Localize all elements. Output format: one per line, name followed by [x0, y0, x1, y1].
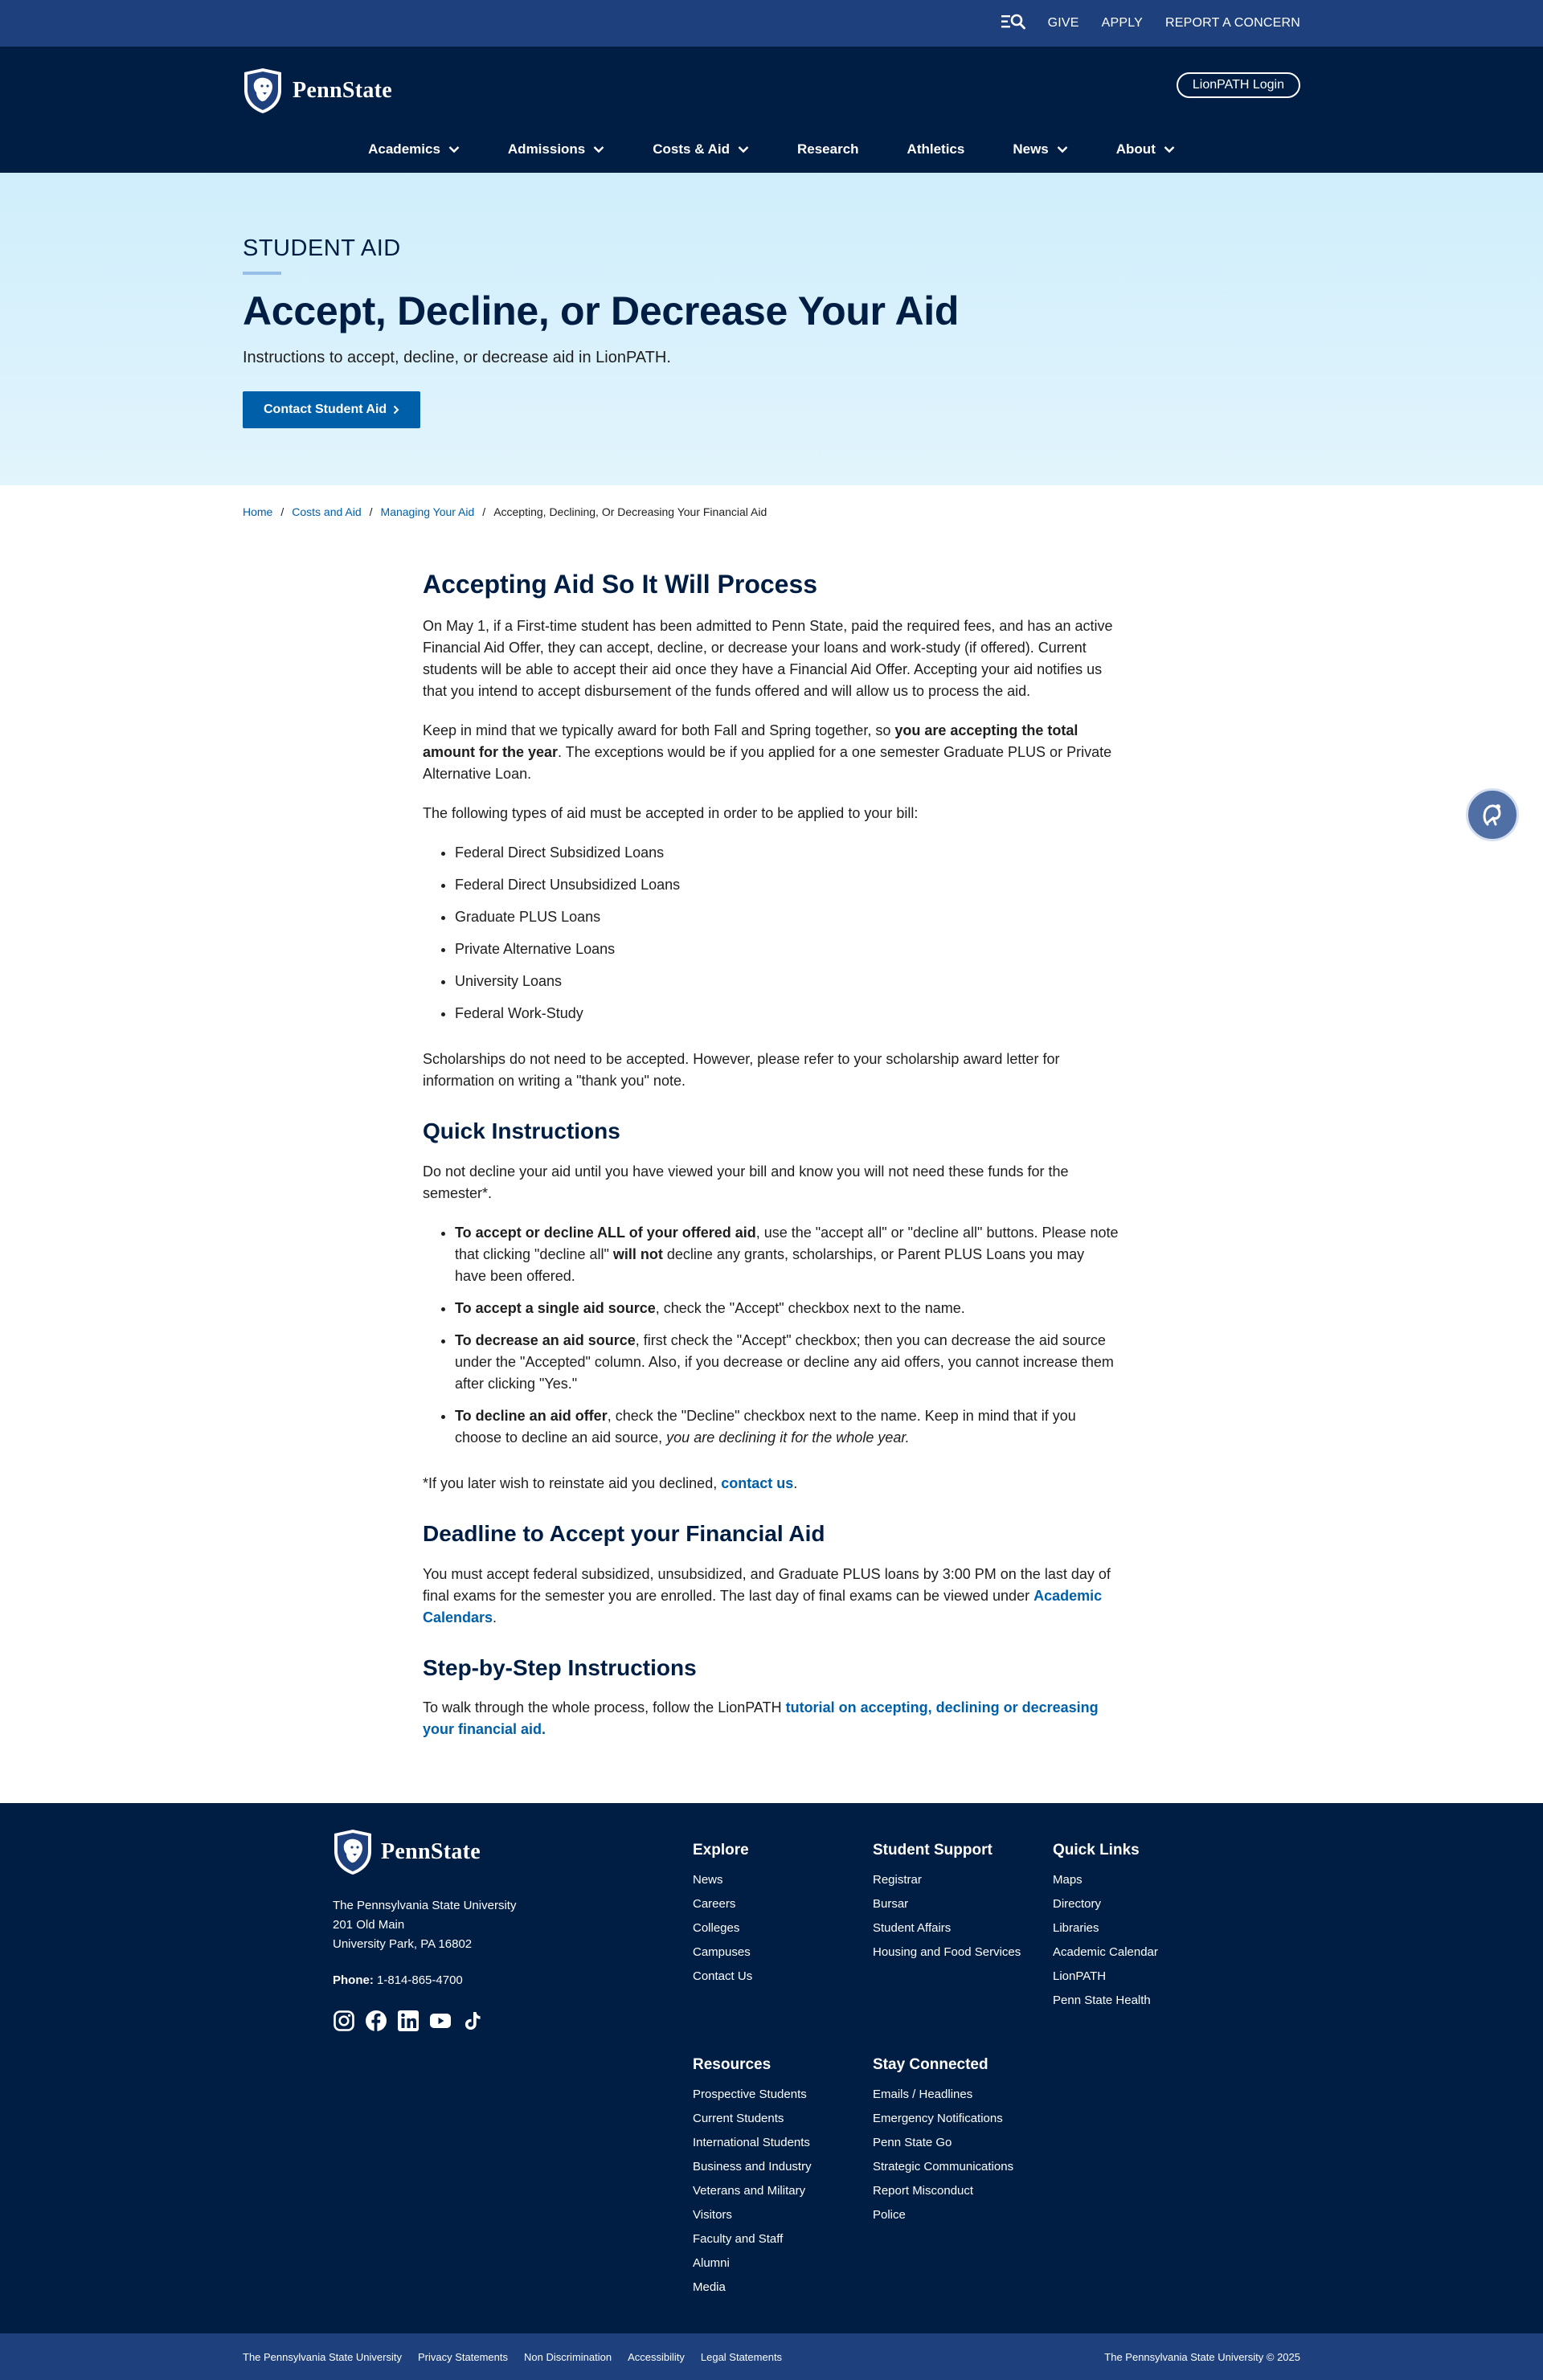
- youtube-icon[interactable]: [429, 2010, 452, 2032]
- logo-wordmark: PennState: [293, 78, 393, 103]
- footer-link[interactable]: Academic Calendar: [1053, 1945, 1158, 1960]
- list-item: • To decrease an aid source, first check the "Accept" checkbox; then you can decrease the aid source under the "Accepted" column. Also, if you decrease or decline any aid offers, you cannot increase them after clicking "Yes.": [455, 1330, 1119, 1395]
- nittany-lion-shield-icon: [333, 1829, 373, 1875]
- footer-link[interactable]: Campuses: [693, 1945, 751, 1960]
- nav-label: Athletics: [907, 141, 965, 157]
- footer-link[interactable]: International Students: [693, 2136, 810, 2150]
- nav-label: About: [1115, 141, 1156, 157]
- facebook-icon[interactable]: [365, 2010, 387, 2032]
- address-line: The Pennsylvania State University: [333, 1899, 517, 1913]
- footer-link[interactable]: Visitors: [693, 2208, 732, 2223]
- list-item: • Private Alternative Loans: [455, 939, 1119, 960]
- nav-label: Admissions: [507, 141, 586, 157]
- main-content: [423, 525, 1119, 1803]
- nav-label: Costs & Aid: [653, 141, 730, 157]
- footer-link[interactable]: Student Affairs: [873, 1921, 952, 1936]
- nav-athletics[interactable]: [883, 126, 989, 173]
- footer-link[interactable]: Faculty and Staff: [693, 2232, 784, 2247]
- footer-link[interactable]: Bursar: [873, 1897, 909, 1912]
- utility-bar: [0, 0, 1543, 47]
- footer-link[interactable]: Alumni: [693, 2256, 730, 2271]
- lionpath-login-button[interactable]: LionPATH Login: [1177, 72, 1300, 98]
- address-line: University Park, PA 16802: [333, 1937, 473, 1952]
- list-item: • Federal Work-Study: [455, 1003, 1119, 1024]
- footer-link[interactable]: Veterans and Military: [693, 2184, 806, 2198]
- footer-link[interactable]: Emails / Headlines: [873, 2088, 973, 2102]
- accessibility-icon: [1478, 800, 1507, 829]
- chevron-down-icon: [1057, 145, 1068, 153]
- section-heading-accepting: Accepting Aid So It Will Process: [423, 570, 818, 599]
- footer-column-quick-links: [1053, 1842, 1158, 2017]
- list-item: • To accept or decline ALL of your offered aid, use the "accept all" or "decline all" buttons. Please note that clicking "decline all" will not decline any grants, scholarships, or Parent PLUS Loans you may have been offered.: [455, 1222, 1119, 1287]
- legal-link-accessibility[interactable]: Accessibility: [628, 2350, 685, 2363]
- footer-link[interactable]: Registrar: [873, 1873, 922, 1887]
- contact-us-link[interactable]: contact us: [721, 1474, 794, 1491]
- address-line: 201 Old Main: [333, 1918, 405, 1932]
- footer-link[interactable]: Colleges: [693, 1921, 740, 1936]
- paragraph: To walk through the whole process, follow the LionPATH tutorial on accepting, declining or decreasing your financial aid.: [423, 1699, 1099, 1738]
- give-link[interactable]: GIVE: [1047, 16, 1079, 30]
- instructions-list: [455, 1222, 1119, 1449]
- footer-address: [333, 1896, 516, 1954]
- hero-banner: [0, 173, 1543, 485]
- footer-link[interactable]: News: [693, 1873, 723, 1887]
- chevron-down-icon: [448, 145, 460, 153]
- list-item: • Federal Direct Unsubsidized Loans: [455, 874, 1119, 896]
- breadcrumb: [0, 485, 1543, 525]
- paragraph: Scholarships do not need to be accepted. However, please refer to your scholarship award letter for information on writing a "thank you" note.: [423, 1051, 1060, 1090]
- footer-link[interactable]: Contact Us: [693, 1969, 753, 1984]
- footer-column-title: Quick Links: [1053, 1842, 1140, 1859]
- paragraph: Do not decline your aid until you have viewed your bill and know you will not need these funds for the semester*.: [423, 1163, 1069, 1201]
- footer-link[interactable]: Police: [873, 2208, 906, 2223]
- legal-link-non-discrimination[interactable]: Non Discrimination: [523, 2350, 612, 2363]
- breadcrumb-separator: /: [280, 505, 284, 518]
- page-subtitle: Instructions to accept, decline, or decrease aid in LionPATH.: [243, 349, 671, 366]
- nav-admissions[interactable]: [484, 126, 628, 173]
- linkedin-icon[interactable]: [397, 2010, 420, 2032]
- nav-about[interactable]: [1092, 126, 1199, 173]
- aid-types-list: [455, 842, 1119, 1024]
- site-header: [0, 47, 1543, 173]
- footer-link[interactable]: Prospective Students: [693, 2088, 807, 2102]
- tiktok-icon[interactable]: [461, 2010, 484, 2032]
- report-concern-link[interactable]: REPORT A CONCERN: [1165, 16, 1300, 30]
- nav-academics[interactable]: [344, 126, 484, 173]
- footer-link[interactable]: Emergency Notifications: [873, 2112, 1003, 2126]
- footer-phone: [333, 1973, 463, 1987]
- footer-link[interactable]: Business and Industry: [693, 2160, 812, 2174]
- footer-link[interactable]: Penn State Health: [1053, 1994, 1151, 2008]
- chevron-right-icon: [393, 405, 399, 415]
- list-item: • To decline an aid offer, check the "Decline" checkbox next to the name. Keep in mind that if you choose to decline an aid source, you are declining it for the whole year.: [455, 1405, 1119, 1449]
- footer-link[interactable]: Directory: [1053, 1897, 1102, 1912]
- footer-column-title: Explore: [693, 1842, 749, 1859]
- footer-link[interactable]: Strategic Communications: [873, 2160, 1014, 2174]
- legal-link-university[interactable]: The Pennsylvania State University: [243, 2350, 402, 2363]
- nav-news[interactable]: [988, 126, 1091, 173]
- contact-student-aid-button[interactable]: [243, 391, 420, 428]
- section-heading-deadline: Deadline to Accept your Financial Aid: [423, 1520, 825, 1546]
- phone-number-link[interactable]: 1-814-865-4700: [377, 1973, 463, 1988]
- breadcrumb-costs-and-aid[interactable]: Costs and Aid: [292, 505, 362, 518]
- apply-link[interactable]: APPLY: [1101, 16, 1144, 30]
- legal-links: [243, 2351, 782, 2363]
- list-item: • Graduate PLUS Loans: [455, 906, 1119, 928]
- pennstate-logo[interactable]: [243, 67, 392, 114]
- nav-label: Academics: [368, 141, 440, 157]
- paragraph: You must accept federal subsidized, unsubsidized, and Graduate PLUS loans by 3:00 PM on the last day of final exams for the semester you are enrolled. The last day of final exams can be viewed under Academic Calendars.: [423, 1565, 1111, 1626]
- paragraph: *If you later wish to reinstate aid you declined, contact us.: [423, 1474, 798, 1491]
- hero-eyebrow: STUDENT AID: [243, 235, 401, 261]
- footer-link[interactable]: Report Misconduct: [873, 2184, 974, 2198]
- footer-link[interactable]: Penn State Go: [873, 2136, 952, 2150]
- chevron-down-icon: [1164, 145, 1175, 153]
- chevron-down-icon: [593, 145, 604, 153]
- footer-column-student-support: [873, 1842, 1021, 1969]
- search-menu-icon[interactable]: [1001, 13, 1025, 35]
- footer-column-title: Stay Connected: [873, 2056, 988, 2074]
- section-heading-quick-instructions: Quick Instructions: [423, 1118, 620, 1144]
- footer-link[interactable]: Careers: [693, 1897, 736, 1912]
- breadcrumb-separator: /: [369, 505, 373, 518]
- emphasis: you are accepting the total amount for the year: [423, 722, 1078, 761]
- list-item: • To accept a single aid source, check the "Accept" checkbox next to the name.: [455, 1298, 1119, 1319]
- paragraph: On May 1, if a First-time student has been admitted to Penn State, paid the required fees, and has an active Financial Aid Offer, they can accept, decline, or decrease your loans and work-study (if offered). Current students will be able to accept their aid once they have a Financial Aid Offer. Accepting your aid notifies us that you intend to accept disbursement of the funds offered and will allow us to process the aid.: [423, 618, 1113, 700]
- footer-link[interactable]: Libraries: [1053, 1921, 1099, 1936]
- accessibility-widget-button[interactable]: [1466, 788, 1519, 841]
- nav-label: Research: [796, 141, 859, 157]
- breadcrumb-managing-your-aid[interactable]: Managing Your Aid: [380, 505, 475, 518]
- breadcrumb-home[interactable]: Home: [243, 505, 273, 518]
- page-title: Accept, Decline, or Decrease Your Aid: [243, 288, 960, 333]
- hero-divider: [243, 272, 281, 275]
- footer-column-stay-connected: [873, 2056, 1013, 2231]
- breadcrumb-current: Accepting, Declining, Or Decreasing Your Financial Aid: [493, 505, 767, 518]
- lionpath-tutorial-link[interactable]: tutorial on accepting, declining or decreasing your financial aid.: [423, 1699, 1099, 1738]
- footer-column-title: Student Support: [873, 1842, 993, 1859]
- footer-link[interactable]: LionPATH: [1053, 1969, 1107, 1984]
- instagram-icon[interactable]: [333, 2010, 355, 2032]
- footer-column-resources: [693, 2056, 812, 2304]
- breadcrumb-separator: /: [482, 505, 486, 518]
- footer-link[interactable]: Maps: [1053, 1873, 1083, 1887]
- nav-costs-aid[interactable]: [628, 126, 773, 173]
- footer-link[interactable]: Housing and Food Services: [873, 1945, 1021, 1960]
- main-nav: [0, 126, 1543, 173]
- footer-column-title: Resources: [693, 2056, 772, 2074]
- phone-label: Phone:: [333, 1973, 374, 1988]
- social-links: [333, 2010, 484, 2032]
- nav-label: News: [1013, 141, 1049, 157]
- section-heading-step-by-step: Step-by-Step Instructions: [423, 1654, 697, 1680]
- list-item: • University Loans: [455, 971, 1119, 992]
- legal-link-privacy[interactable]: Privacy Statements: [417, 2350, 508, 2363]
- site-footer: [0, 1803, 1543, 2333]
- nav-research[interactable]: [773, 126, 883, 173]
- nittany-lion-shield-icon: [243, 67, 283, 114]
- button-label: Contact Student Aid: [264, 403, 387, 416]
- legal-link-legal-statements[interactable]: Legal Statements: [700, 2350, 783, 2363]
- paragraph: The following types of aid must be accepted in order to be applied to your bill:: [423, 805, 919, 822]
- footer-logo-wordmark: PennState: [381, 1839, 481, 1865]
- paragraph: Keep in mind that we typically award for both Fall and Spring together, so you are accepting the total amount for the year. The exceptions would be if you applied for a one semester Graduate PLUS or Private Alternative Loan.: [423, 722, 1112, 783]
- footer-link[interactable]: Current Students: [693, 2112, 784, 2126]
- footer-pennstate-logo[interactable]: [333, 1829, 481, 1875]
- copyright-text: The Pennsylvania State University © 2025: [1104, 2350, 1300, 2363]
- chevron-down-icon: [738, 145, 749, 153]
- footer-link[interactable]: Media: [693, 2280, 726, 2295]
- footer-column-explore: [693, 1842, 752, 1993]
- academic-calendars-link[interactable]: Academic Calendars: [423, 1587, 1103, 1626]
- legal-bar: [0, 2333, 1543, 2380]
- list-item: • Federal Direct Subsidized Loans: [455, 842, 1119, 864]
